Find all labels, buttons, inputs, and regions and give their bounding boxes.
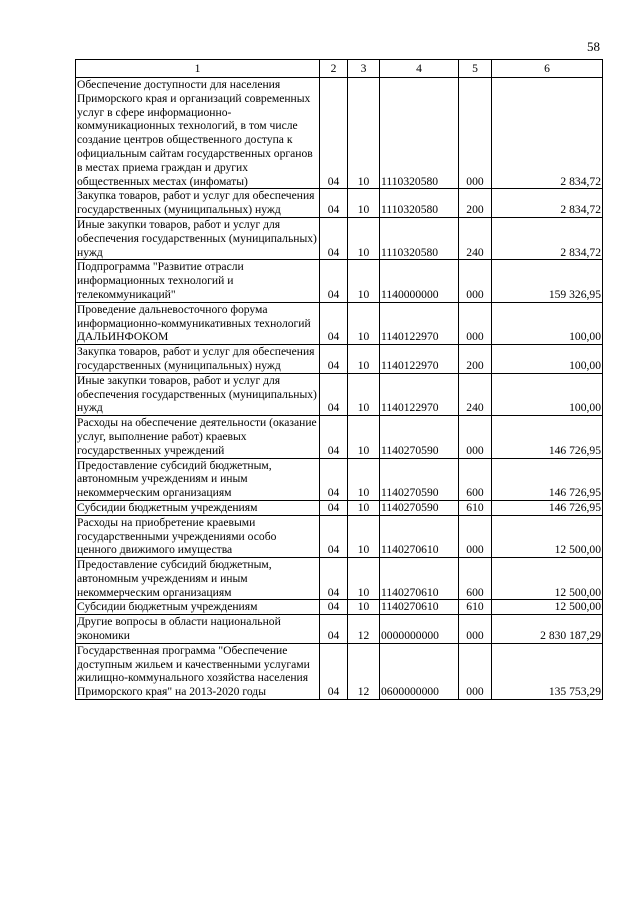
row-type-cell: 610 bbox=[459, 500, 492, 515]
row-name-cell: Предоставление субсидий бюджетным, автономным учреждениям и иным некоммерческим организациям bbox=[76, 558, 320, 600]
row-section-cell: 04 bbox=[320, 558, 348, 600]
row-code-cell: 1140270610 bbox=[380, 558, 459, 600]
row-section-cell: 04 bbox=[320, 416, 348, 458]
row-section-cell: 04 bbox=[320, 600, 348, 615]
row-code-cell: 0000000000 bbox=[380, 615, 459, 644]
table-row bbox=[76, 458, 603, 500]
row-subsection-cell: 12 bbox=[348, 615, 380, 644]
row-subsection-cell: 10 bbox=[348, 600, 380, 615]
row-sum-cell: 100,00 bbox=[492, 345, 603, 374]
row-code-cell: 1140270590 bbox=[380, 458, 459, 500]
row-section-cell: 04 bbox=[320, 500, 348, 515]
row-subsection-cell: 10 bbox=[348, 558, 380, 600]
row-subsection-cell: 10 bbox=[348, 345, 380, 374]
row-sum-cell: 12 500,00 bbox=[492, 558, 603, 600]
row-name-cell: Иные закупки товаров, работ и услуг для обеспечения государственных (муниципальных) нужд bbox=[76, 373, 320, 415]
row-code-cell: 0600000000 bbox=[380, 643, 459, 699]
row-section-cell: 04 bbox=[320, 217, 348, 259]
row-type-cell: 610 bbox=[459, 600, 492, 615]
column-header: 3 bbox=[348, 60, 380, 78]
row-subsection-cell: 10 bbox=[348, 458, 380, 500]
row-name-cell: Предоставление субсидий бюджетным, автономным учреждениям и иным некоммерческим организациям bbox=[76, 458, 320, 500]
row-type-cell: 000 bbox=[459, 302, 492, 344]
row-subsection-cell: 10 bbox=[348, 78, 380, 189]
table-row bbox=[76, 500, 603, 515]
row-subsection-cell: 10 bbox=[348, 416, 380, 458]
row-code-cell: 1140270610 bbox=[380, 515, 459, 557]
row-name-cell: Закупка товаров, работ и услуг для обеспечения государственных (муниципальных) нужд bbox=[76, 345, 320, 374]
table-row bbox=[76, 78, 603, 189]
row-name-cell: Расходы на обеспечение деятельности (оказание услуг, выполнение работ) краевых государственных учреждений bbox=[76, 416, 320, 458]
row-type-cell: 000 bbox=[459, 416, 492, 458]
table-row bbox=[76, 189, 603, 218]
page-number: 58 bbox=[587, 39, 600, 54]
row-subsection-cell: 12 bbox=[348, 643, 380, 699]
table-row bbox=[76, 643, 603, 699]
row-sum-cell: 2 834,72 bbox=[492, 78, 603, 189]
row-type-cell: 000 bbox=[459, 615, 492, 644]
row-section-cell: 04 bbox=[320, 260, 348, 302]
table-row bbox=[76, 302, 603, 344]
row-type-cell: 240 bbox=[459, 217, 492, 259]
row-section-cell: 04 bbox=[320, 458, 348, 500]
row-sum-cell: 12 500,00 bbox=[492, 600, 603, 615]
row-code-cell: 1140270590 bbox=[380, 416, 459, 458]
row-section-cell: 04 bbox=[320, 302, 348, 344]
row-name-cell: Закупка товаров, работ и услуг для обеспечения государственных (муниципальных) нужд bbox=[76, 189, 320, 218]
column-header: 5 bbox=[459, 60, 492, 78]
row-subsection-cell: 10 bbox=[348, 373, 380, 415]
row-section-cell: 04 bbox=[320, 615, 348, 644]
row-name-cell: Обеспечение доступности для населения Приморского края и организаций современных услуг в сфере информационно-коммуникационных технологий, в том числе создание центров общественного доступа к официальным сайтам государственных органов в местах приема граждан и других общественных местах (инфоматы) bbox=[76, 78, 320, 189]
row-name-cell: Другие вопросы в области национальной экономики bbox=[76, 615, 320, 644]
row-sum-cell: 146 726,95 bbox=[492, 500, 603, 515]
row-sum-cell: 146 726,95 bbox=[492, 416, 603, 458]
table-row bbox=[76, 345, 603, 374]
row-code-cell: 1140122970 bbox=[380, 302, 459, 344]
row-type-cell: 000 bbox=[459, 643, 492, 699]
row-name-cell: Государственная программа "Обеспечение доступным жильем и качественными услугами жилищно-коммунального хозяйства населения Приморского края" на 2013-2020 годы bbox=[76, 643, 320, 699]
row-code-cell: 1110320580 bbox=[380, 189, 459, 218]
row-name-cell: Расходы на приобретение краевыми государственными учреждениями особо ценного движимого имущества bbox=[76, 515, 320, 557]
row-subsection-cell: 10 bbox=[348, 189, 380, 218]
table-row bbox=[76, 515, 603, 557]
row-type-cell: 000 bbox=[459, 78, 492, 189]
row-type-cell: 000 bbox=[459, 515, 492, 557]
row-sum-cell: 12 500,00 bbox=[492, 515, 603, 557]
row-sum-cell: 159 326,95 bbox=[492, 260, 603, 302]
row-section-cell: 04 bbox=[320, 643, 348, 699]
table-row bbox=[76, 373, 603, 415]
row-name-cell: Проведение дальневосточного форума информационно-коммуникативных технологий ДАЛЬИНФОКОМ bbox=[76, 302, 320, 344]
column-header: 6 bbox=[492, 60, 603, 78]
row-type-cell: 600 bbox=[459, 558, 492, 600]
table-row bbox=[76, 558, 603, 600]
row-code-cell: 1140122970 bbox=[380, 373, 459, 415]
row-code-cell: 1140270590 bbox=[380, 500, 459, 515]
row-type-cell: 240 bbox=[459, 373, 492, 415]
row-type-cell: 600 bbox=[459, 458, 492, 500]
row-section-cell: 04 bbox=[320, 345, 348, 374]
row-section-cell: 04 bbox=[320, 515, 348, 557]
row-code-cell: 1140122970 bbox=[380, 345, 459, 374]
row-code-cell: 1140000000 bbox=[380, 260, 459, 302]
row-section-cell: 04 bbox=[320, 373, 348, 415]
row-subsection-cell: 10 bbox=[348, 260, 380, 302]
table-row bbox=[76, 217, 603, 259]
row-name-cell: Субсидии бюджетным учреждениям bbox=[76, 600, 320, 615]
row-type-cell: 000 bbox=[459, 260, 492, 302]
row-code-cell: 1110320580 bbox=[380, 217, 459, 259]
column-header: 4 bbox=[380, 60, 459, 78]
row-subsection-cell: 10 bbox=[348, 302, 380, 344]
row-sum-cell: 2 834,72 bbox=[492, 217, 603, 259]
table-row bbox=[76, 615, 603, 644]
column-header: 1 bbox=[76, 60, 320, 78]
row-sum-cell: 100,00 bbox=[492, 302, 603, 344]
row-sum-cell: 2 830 187,29 bbox=[492, 615, 603, 644]
row-sum-cell: 2 834,72 bbox=[492, 189, 603, 218]
row-sum-cell: 100,00 bbox=[492, 373, 603, 415]
row-name-cell: Подпрограмма "Развитие отрасли информационных технологий и телекоммуникаций" bbox=[76, 260, 320, 302]
row-subsection-cell: 10 bbox=[348, 515, 380, 557]
table-row bbox=[76, 260, 603, 302]
row-section-cell: 04 bbox=[320, 189, 348, 218]
row-sum-cell: 135 753,29 bbox=[492, 643, 603, 699]
budget-table bbox=[75, 59, 603, 700]
row-section-cell: 04 bbox=[320, 78, 348, 189]
table-row bbox=[76, 600, 603, 615]
row-name-cell: Иные закупки товаров, работ и услуг для обеспечения государственных (муниципальных) нужд bbox=[76, 217, 320, 259]
row-type-cell: 200 bbox=[459, 189, 492, 218]
row-subsection-cell: 10 bbox=[348, 217, 380, 259]
table-header-row bbox=[76, 60, 603, 78]
row-code-cell: 1140270610 bbox=[380, 600, 459, 615]
row-code-cell: 1110320580 bbox=[380, 78, 459, 189]
row-name-cell: Субсидии бюджетным учреждениям bbox=[76, 500, 320, 515]
row-sum-cell: 146 726,95 bbox=[492, 458, 603, 500]
column-header: 2 bbox=[320, 60, 348, 78]
row-type-cell: 200 bbox=[459, 345, 492, 374]
table-row bbox=[76, 416, 603, 458]
row-subsection-cell: 10 bbox=[348, 500, 380, 515]
